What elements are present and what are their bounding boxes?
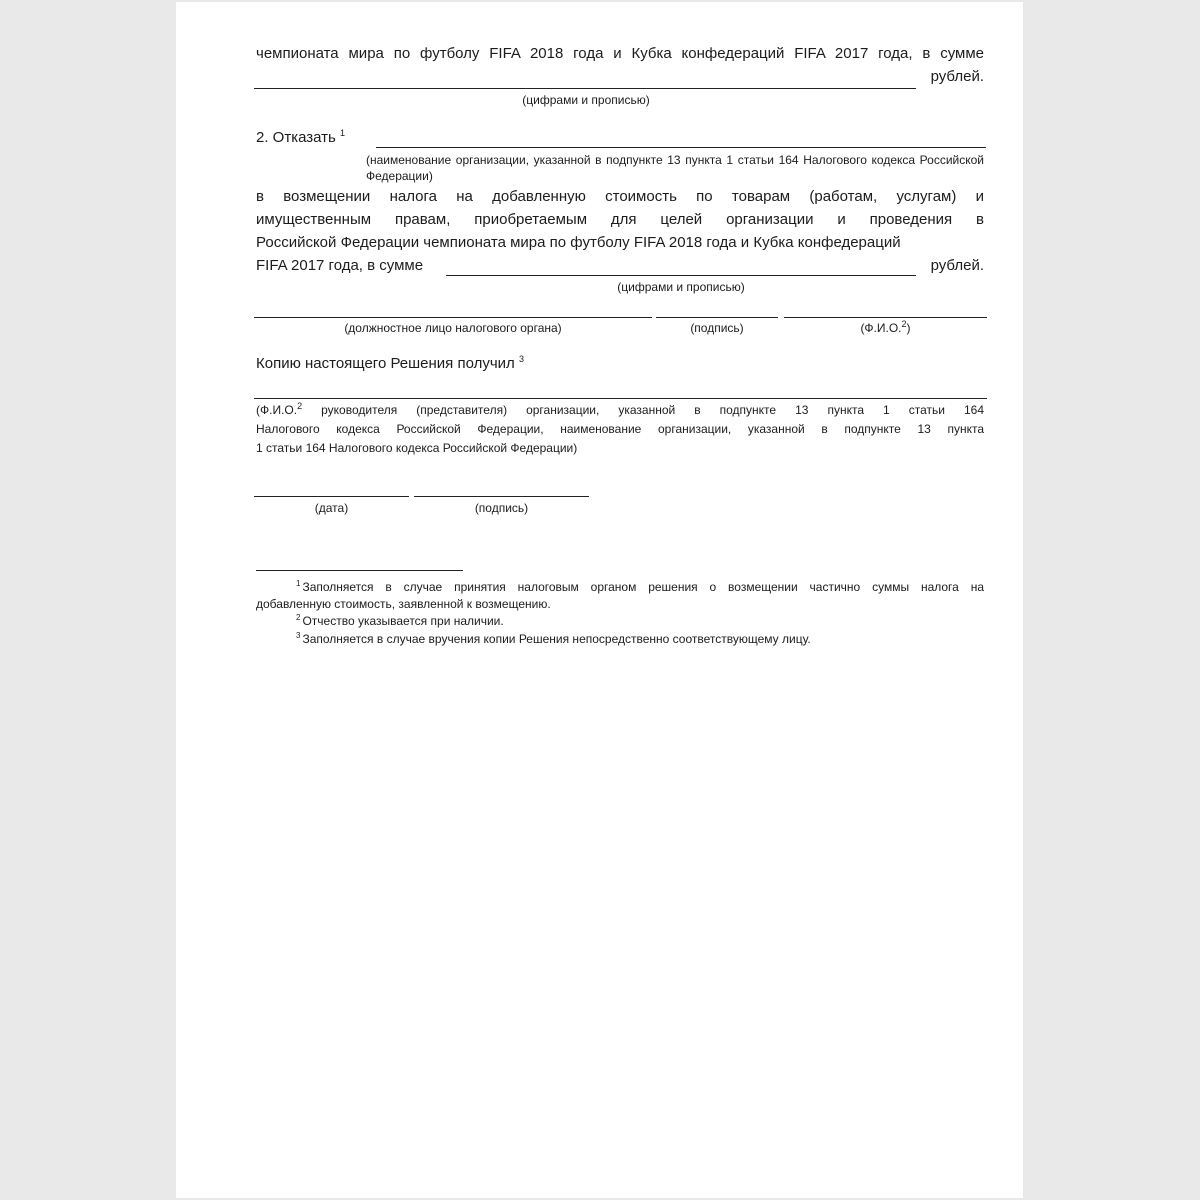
date-line bbox=[254, 496, 409, 497]
rubles-label-1: рублей. bbox=[930, 68, 984, 85]
section1-line1: чемпионата мира по футболу FIFA 2018 года и Кубка конфедераций FIFA 2017 года, в сумме bbox=[256, 45, 984, 62]
footnote-separator bbox=[256, 570, 463, 571]
amount-line-1 bbox=[254, 88, 916, 89]
refuse-label: 2. Отказать $^1$ bbox=[256, 128, 346, 146]
footnote-2: $^2$ Отчество указывается при наличии. bbox=[296, 613, 504, 628]
official-caption: (должностное лицо налогового органа) bbox=[344, 321, 562, 335]
official-line bbox=[254, 317, 652, 318]
sign-caption: (подпись) bbox=[690, 321, 744, 335]
sum-prefix: FIFA 2017 года, в сумме bbox=[256, 257, 424, 274]
rubles-label-2: рублей. bbox=[930, 257, 984, 274]
receipt-caption: (Ф.И.О.$^2$ руководителя (представителя) организации, указанной в подпункте 13 пункта 1 статьи 164 Налогового кодекса Российской Федерации, наименование организации, указанной в подпункте 13 пункта 1 статьи 164 Налогового кодекса Российской Федерации) bbox=[256, 401, 984, 455]
body-line-3: Российской Федерации чемпионата мира по футболу FIFA 2018 года и Кубка конфедераций bbox=[256, 234, 901, 251]
receipt-sign-line bbox=[414, 496, 589, 497]
body-line-1: в возмещении налога на добавленную стоимость по товарам (работам, услугам) и bbox=[256, 188, 984, 205]
org-name-line bbox=[376, 147, 986, 148]
receipt-label: Копию настоящего Решения получил $^3$ bbox=[256, 354, 524, 372]
body-line-2: имущественным правам, приобретаемым для целей организации и проведения в bbox=[256, 211, 984, 228]
date-caption: (дата) bbox=[314, 501, 349, 515]
amount-caption-2: (цифрами и прописью) bbox=[617, 280, 745, 294]
footnote-3: $^3$ Заполняется в случае вручения копии Решения непосредственно соответствующему лицу. bbox=[296, 631, 811, 646]
fio-line bbox=[784, 317, 987, 318]
document-page bbox=[176, 2, 1023, 1198]
fio-caption: (Ф.И.О.$^2$) bbox=[860, 319, 911, 335]
receipt-line bbox=[254, 398, 987, 399]
sign-line bbox=[656, 317, 778, 318]
amount-line-2 bbox=[446, 275, 916, 276]
org-caption: (наименование организации, указанной в подпункте 13 пункта 1 статьи 164 Налогового кодекса Российской Федерации) bbox=[366, 153, 984, 183]
receipt-sign-caption: (подпись) bbox=[474, 501, 529, 515]
amount-caption-1: (цифрами и прописью) bbox=[522, 93, 650, 107]
footnote-1: $^1$ Заполняется в случае принятия налоговым органом решения о возмещении частично суммы налога на добавленную стоимость, заявленной к возмещению. bbox=[256, 579, 984, 611]
